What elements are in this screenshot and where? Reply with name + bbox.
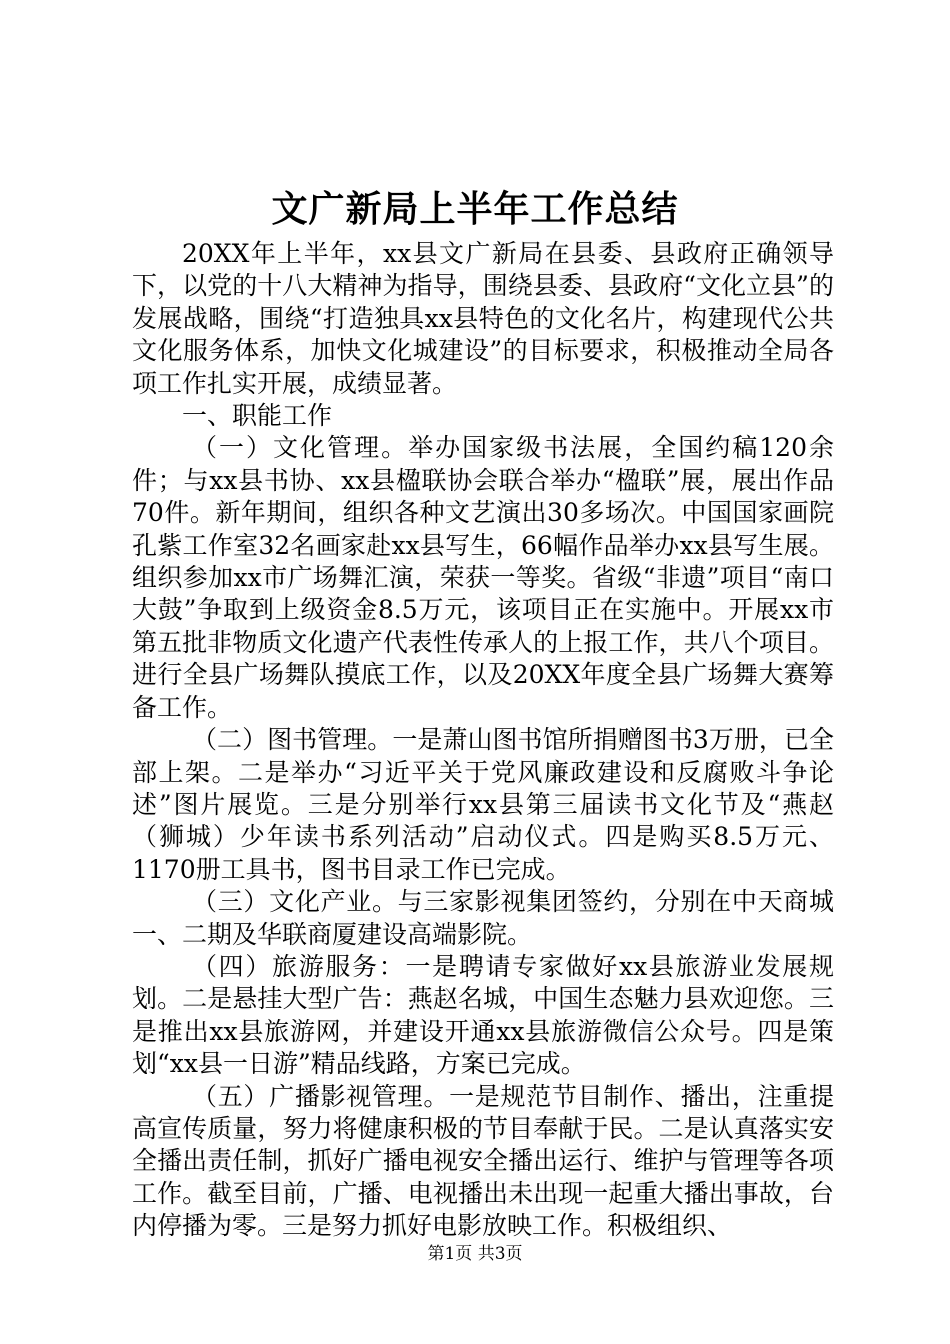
paragraph-tourism-service: （四）旅游服务：一是聘请专家做好xx县旅游业发展规划。二是悬挂大型广告：燕赵名城，中国生态魅力县欢迎您。三是推出xx县旅游网，并建设开通xx县旅游微信公众号。四是策划“xx县一日游”精品线路，方案已完成。 [132, 951, 834, 1079]
document-body [132, 238, 834, 1243]
paragraph-culture-management: （一）文化管理。举办国家级书法展，全国约稿120余件；与xx县书协、xx县楹联协会联合举办“楹联”展，展出作品70件。新年期间，组织各种文艺演出30多场次。中国国家画院孔紫工作室32名画家赴xx县写生，66幅作品举办xx县写生展。组织参加xx市广场舞汇演，荣获一等奖。省级“非遗”项目“南口大鼓”争取到上级资金8.5万元，该项目正在实施中。开展xx市第五批非物质文化遗产代表性传承人的上报工作，共八个项目。进行全县广场舞队摸底工作，以及20XX年度全县广场舞大赛筹备工作。 [132, 433, 834, 722]
paragraph-intro: 20XX年上半年，xx县文广新局在县委、县政府正确领导下，以党的十八大精神为指导，围绕县委、县政府“文化立县”的发展战略，围绕“打造独具xx县特色的文化名片，构建现代公共文化服务体系，加快文化城建设”的目标要求，积极推动全局各项工作扎实开展，成绩显著。 [132, 239, 834, 398]
section-heading: 一、职能工作 [182, 401, 333, 431]
page-number-footer: 第1页 共3页 [427, 1244, 523, 1264]
document-title: 文广新局上半年工作总结 [271, 188, 679, 230]
paragraph-culture-industry: （三）文化产业。与三家影视集团签约，分别在中天商城一、二期及华联商厦建设高端影院。 [132, 887, 834, 949]
paragraph-broadcast-management: （五）广播影视管理。一是规范节目制作、播出，注重提高宣传质量，努力将健康积极的节目奉献于民。二是认真落实安全播出责任制，抓好广播电视安全播出运行、维护与管理等各项工作。截至目前，广播、电视播出未出现一起重大播出事故，台内停播为零。三是努力抓好电影放映工作。积极组织、 [132, 1081, 834, 1241]
paragraph-library-management: （二）图书管理。一是萧山图书馆所捐赠图书3万册，已全部上架。二是举办“习近平关于党风廉政建设和反腐败斗争论述”图片展览。三是分别举行xx县第三届读书文化节及“燕赵（狮城）少年读书系列活动”启动仪式。四是购买8.5万元、1170册工具书，图书目录工作已完成。 [132, 725, 834, 884]
